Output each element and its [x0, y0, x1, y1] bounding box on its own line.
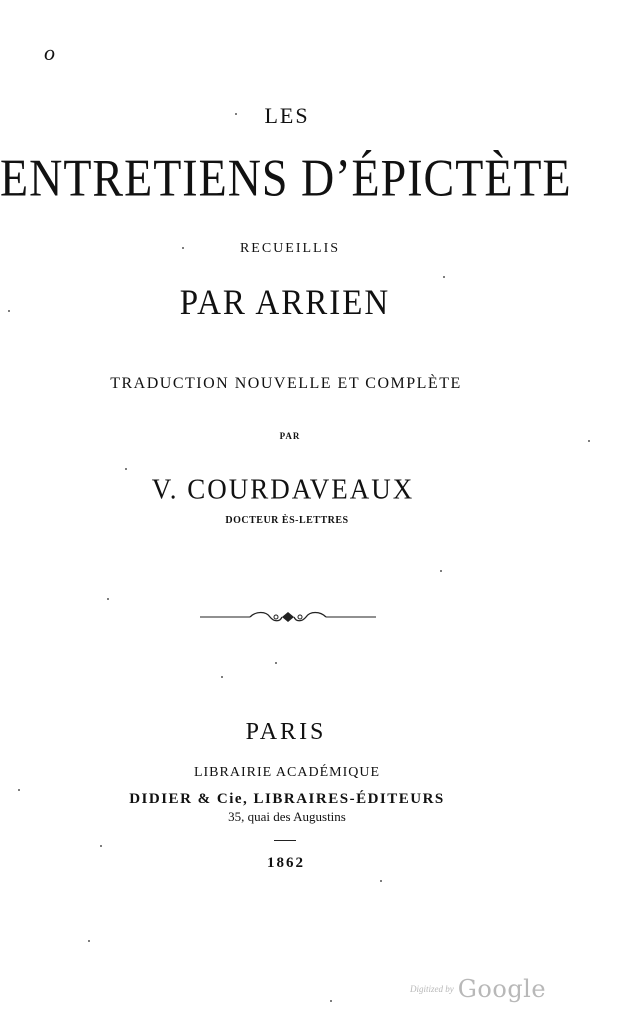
imprint-dash	[274, 840, 296, 841]
scan-speck	[88, 940, 90, 942]
imprint-city: PARIS	[245, 719, 327, 745]
main-title: ENTRETIENS D’ÉPICTÈTE	[0, 148, 572, 207]
scan-speck	[440, 570, 442, 572]
watermark-brand: Google	[457, 975, 547, 1003]
scan-speck	[125, 468, 127, 470]
imprint-address: 35, quai des Augustins	[228, 809, 346, 824]
par-label: PAR	[279, 431, 301, 441]
recueillis-label: RECUEILLIS	[239, 241, 341, 256]
scan-speck	[8, 310, 10, 312]
corner-mark: o	[44, 40, 55, 65]
imprint-year: 1862	[267, 855, 305, 871]
scan-speck	[235, 113, 237, 115]
article-les: LES	[264, 103, 310, 128]
ornament-divider-icon	[200, 606, 376, 628]
translation-note: TRADUCTION NOUVELLE ET COMPLÈTE	[110, 375, 462, 392]
scan-speck	[380, 880, 382, 882]
digitization-watermark	[410, 975, 550, 1005]
imprint-librairie: LIBRAIRIE ACADÉMIQUE	[193, 765, 381, 780]
author-degree: DOCTEUR ÈS-LETTRES	[225, 515, 349, 526]
scan-speck	[588, 440, 590, 442]
scan-speck	[275, 662, 277, 664]
par-arrien-title: PAR ARRIEN	[179, 283, 391, 323]
scan-speck	[18, 789, 20, 791]
scan-speck	[107, 598, 109, 600]
scan-speck	[100, 845, 102, 847]
scan-speck	[221, 676, 223, 678]
author-name: V. COURDAVEAUX	[151, 473, 415, 505]
scan-speck	[182, 247, 184, 249]
scan-speck	[443, 276, 445, 278]
imprint-publisher: DIDIER & Cie, LIBRAIRES-ÉDITEURS	[129, 791, 445, 807]
watermark-prefix: Digitized by	[410, 984, 454, 994]
scan-speck	[330, 1000, 332, 1002]
